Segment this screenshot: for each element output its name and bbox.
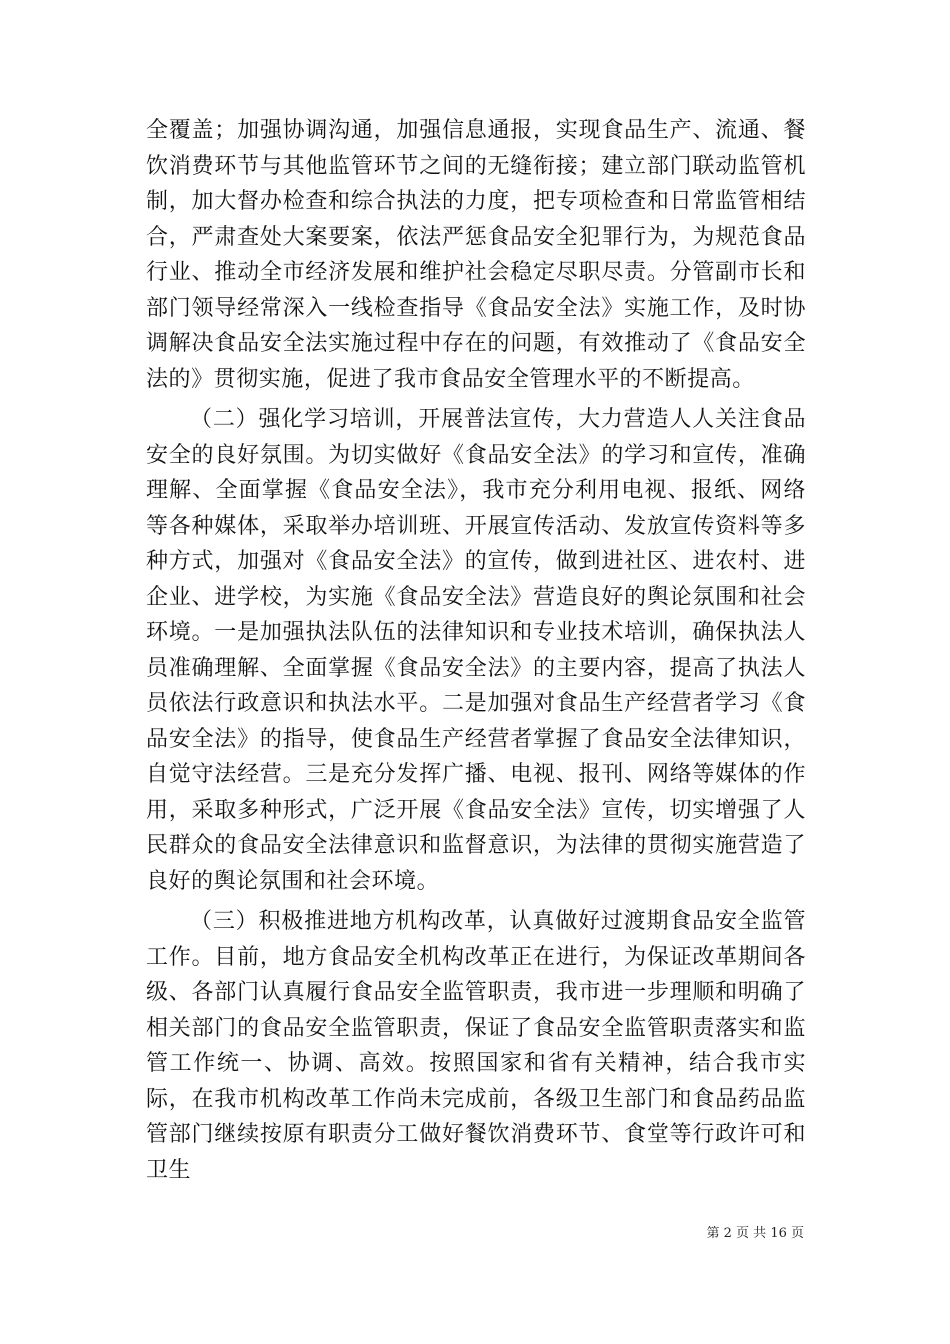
paragraph-continuation: 全覆盖；加强协调沟通，加强信息通报，实现食品生产、流通、餐饮消费环节与其他监管环节之间的无缝衔接；建立部门联动监管机制，加大督办检查和综合执法的力度，把专项检查和日常监管相结合，严肃查处大案要案，依法严惩食品安全犯罪行为，为规范食品行业、推动全市经济发展和维护社会稳定尽职尽责。分管副市长和部门领导经常深入一线检查指导《食品安全法》实施工作，及时协调解决食品安全法实施过程中存在的问题，有效推动了《食品安全法的》贯彻实施，促进了我市食品安全管理水平的不断提高。	[146, 118, 806, 392]
paragraph-section-2: （二）强化学习培训，开展普法宣传，大力营造人人关注食品安全的良好氛围。为切实做好《食品安全法》的学习和宣传，准确理解、全面掌握《食品安全法》，我市充分利用电视、报纸、网络等各种媒体，采取举办培训班、开展宣传活动、发放宣传资料等多种方式，加强对《食品安全法》的宣传，做到进社区、进农村、进企业、进学校，为实施《食品安全法》营造良好的舆论氛围和社会环境。一是加强执法队伍的法律知识和专业技术培训，确保执法人员准确理解、全面掌握《食品安全法》的主要内容，提高了执法人员依法行政意识和执法水平。二是加强对食品生产经营者学习《食品安全法》的指导，使食品生产经营者掌握了食品安全法律知识，自觉守法经营。三是充分发挥广播、电视、报刊、网络等媒体的作用，采取多种形式，广泛开展《食品安全法》宣传，切实增强了人民群众的食品安全法律意识和监督意识，为法律的贯彻实施营造了良好的舆论氛围和社会环境。	[146, 407, 806, 894]
page-number: 第 2 页 共 16 页	[706, 1226, 804, 1241]
paragraph-section-3: （三）积极推进地方机构改革，认真做好过渡期食品安全监管工作。目前，地方食品安全机构改革正在进行，为保证改革期间各级、各部门认真履行食品安全监管职责，我市进一步理顺和明确了相关部门的食品安全监管职责，保证了食品安全监管职责落实和监管工作统一、协调、高效。按照国家和省有关精神，结合我市实际，在我市机构改革工作尚未完成前，各级卫生部门和食品药品监管部门继续按原有职责分工做好餐饮消费环节、食堂等行政许可和卫生	[146, 909, 806, 1183]
document-body	[146, 113, 806, 1188]
